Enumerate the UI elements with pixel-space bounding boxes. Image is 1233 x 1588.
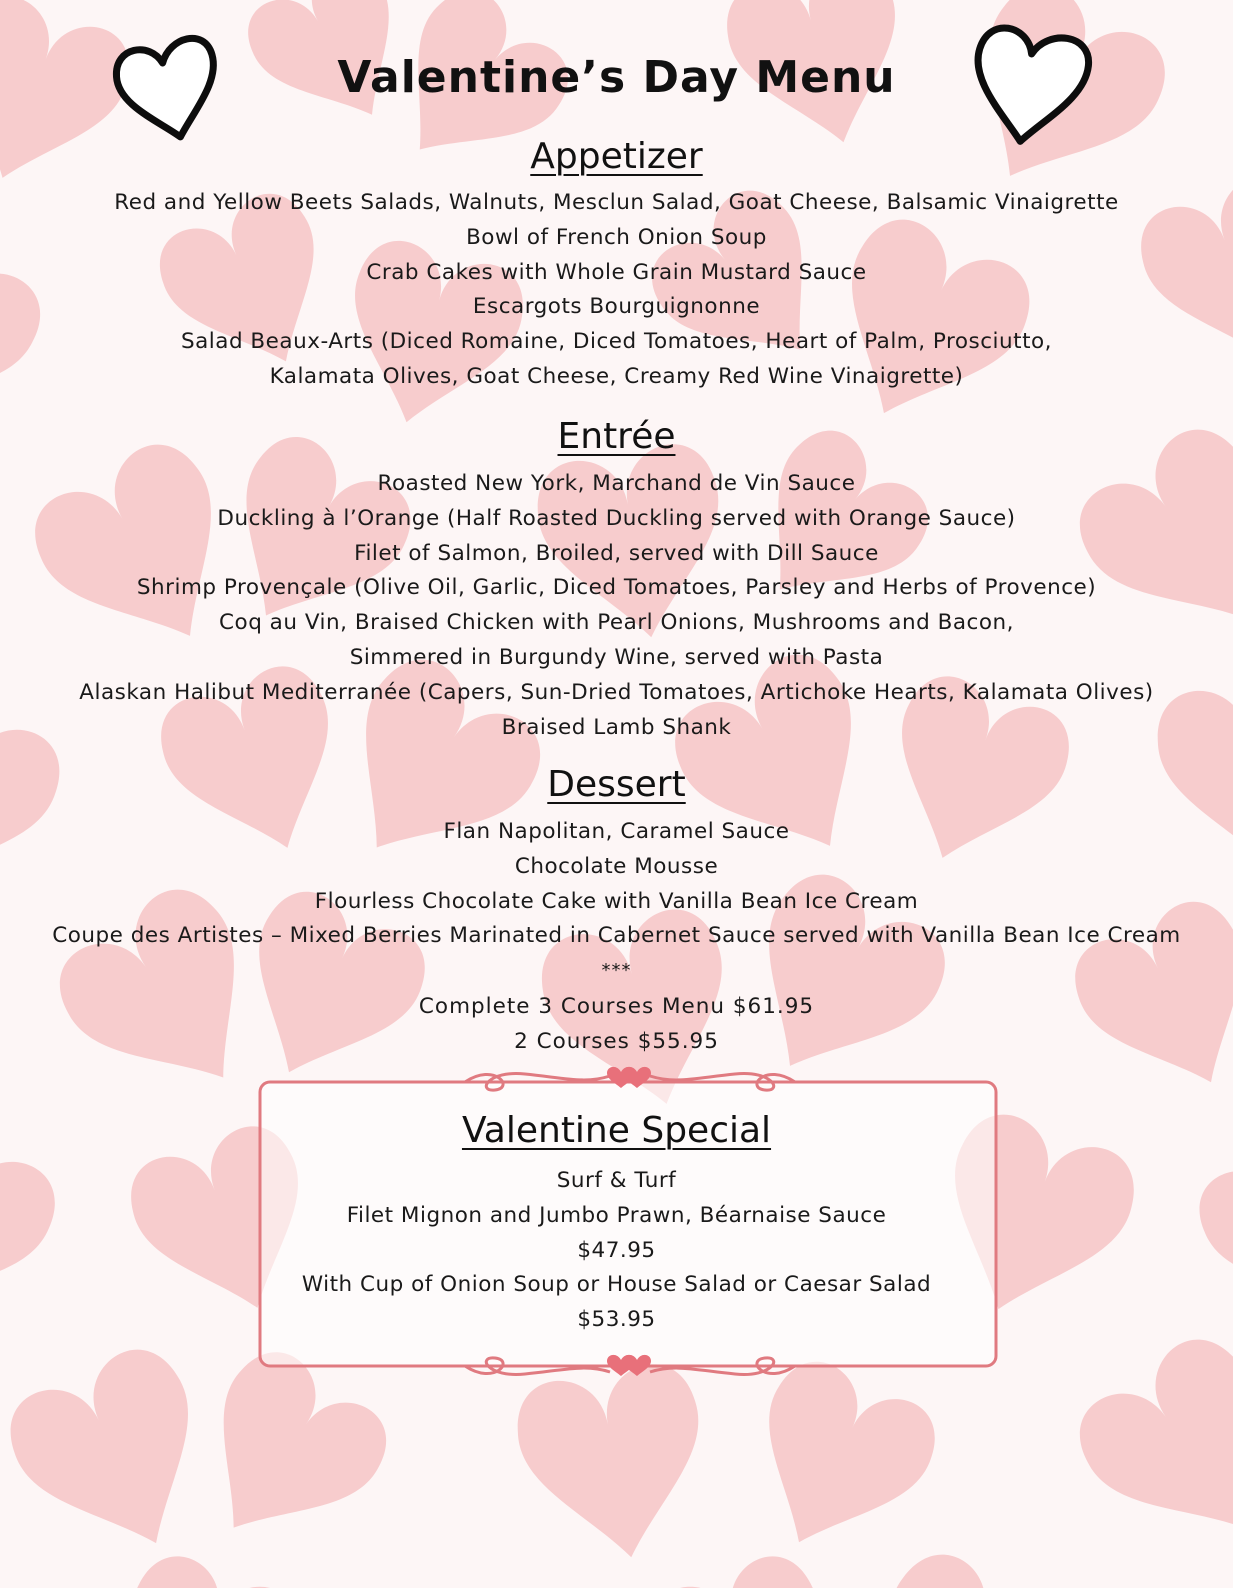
dessert-list	[0, 815, 1233, 954]
section-heading-entree: Entrée	[557, 416, 676, 457]
list-item: Shrimp Provençale (Olive Oil, Garlic, Diced Tomatoes, Parsley and Herbs of Provence)	[136, 575, 1097, 601]
list-item: Flan Napolitan, Caramel Sauce	[443, 819, 790, 844]
separator: ***	[601, 960, 632, 981]
list-item: Kalamata Olives, Goat Cheese, Creamy Red Wine Vinaigrette)	[269, 363, 964, 389]
list-item: Surf & Turf	[556, 1168, 677, 1193]
list-item: Filet of Salmon, Broiled, served with Dill Sauce	[354, 540, 879, 566]
list-item: Duckling à l’Orange (Half Roasted Duckling served with Orange Sauce)	[217, 505, 1016, 531]
price-label: $53.95	[577, 1307, 656, 1333]
special-list	[0, 1164, 1233, 1338]
appetizer-list	[0, 186, 1233, 395]
list-item: Red and Yellow Beets Salads, Walnuts, Mesclun Salad, Goat Cheese, Balsamic Vinaigrette	[114, 190, 1119, 215]
page-title: Valentine’s Day Menu	[337, 52, 896, 103]
list-item: Roasted New York, Marchand de Vin Sauce	[377, 471, 856, 496]
price-two-courses: 2 Courses $55.95	[514, 1029, 719, 1054]
list-item: Filet Mignon and Jumbo Prawn, Béarnaise Sauce	[346, 1202, 887, 1228]
list-item: With Cup of Onion Soup or House Salad or Caesar Salad	[301, 1272, 932, 1298]
list-item: Chocolate Mousse	[514, 853, 719, 879]
section-heading-appetizer: Appetizer	[530, 136, 703, 177]
section-heading-dessert: Dessert	[547, 764, 686, 805]
list-item: Braised Lamb Shank	[501, 714, 732, 740]
entree-list	[0, 467, 1233, 745]
list-item: Bowl of French Onion Soup	[466, 224, 767, 250]
list-item: Simmered in Burgundy Wine, served with Pasta	[349, 644, 884, 670]
list-item: Crab Cakes with Whole Grain Mustard Sauce	[366, 259, 867, 285]
list-item: Coupe des Artistes – Mixed Berries Marinated in Cabernet Sauce served with Vanilla Bean Ice Cream	[52, 923, 1181, 949]
price-label: $47.95	[577, 1237, 656, 1263]
price-complete: Complete 3 Courses Menu $61.95	[418, 994, 815, 1019]
list-item: Salad Beaux-Arts (Diced Romaine, Diced Tomatoes, Heart of Palm, Prosciutto,	[180, 329, 1052, 355]
list-item: Alaskan Halibut Mediterranée (Capers, Sun-Dried Tomatoes, Artichoke Hearts, Kalamata Olives)	[79, 679, 1154, 705]
list-item: Flourless Chocolate Cake with Vanilla Bean Ice Cream	[314, 888, 919, 914]
special-heading: Valentine Special	[461, 1110, 772, 1151]
list-item: Escargots Bourguignonne	[472, 294, 761, 320]
list-item: Coq au Vin, Braised Chicken with Pearl Onions, Mushrooms and Bacon,	[219, 610, 1014, 636]
